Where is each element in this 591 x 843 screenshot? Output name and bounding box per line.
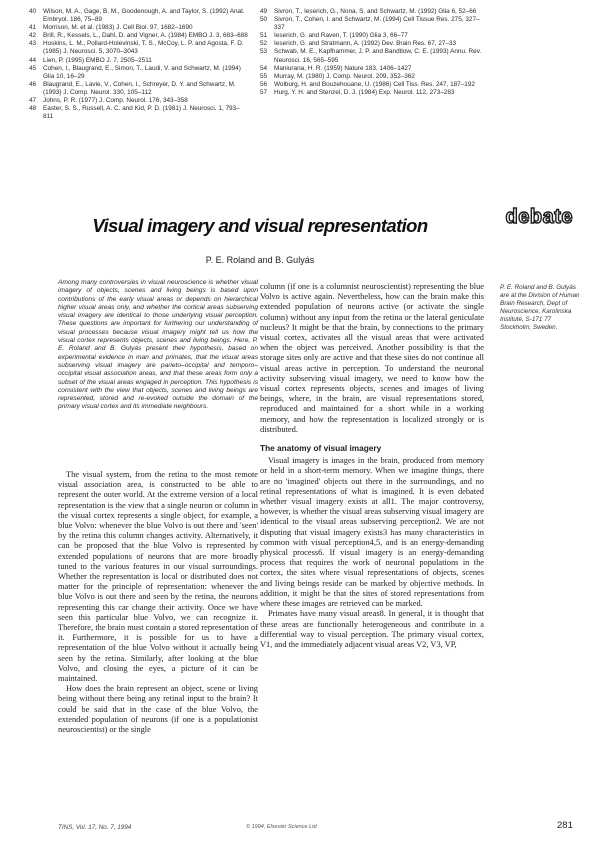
reference-number: 41	[29, 24, 37, 32]
reference-text: Wilson, M. A., Gage, B. M., Goodenough, A. and Taylor, S. (1992) Anat. Embryol. 186, 75–89	[43, 8, 245, 24]
body-paragraph: Primates have many visual areas8. In general, it is thought that these areas are functionally heterogeneous and contribute in a differential way to visual perception. The primary visual cortex, V1, and the immediately adjacent visual areas V2, V3, VP,	[260, 609, 484, 649]
debate-section-tag: debate	[505, 206, 573, 228]
reference-number: 44	[29, 56, 37, 64]
reference-text: Easter, S. S., Russell, A. C. and Kid, P. D. (1981) J. Neurosci. 1, 793–811	[43, 105, 240, 121]
reference-item	[29, 65, 249, 81]
reference-text: Cohen, I., Blaugrand, E., Simon, T., Laudi, V. and Schwartz, M. (1994) Glia 10, 16–29	[43, 64, 241, 80]
reference-number: 56	[260, 80, 268, 88]
body-column-right	[260, 282, 484, 650]
reference-item	[29, 40, 249, 56]
article-authors: P. E. Roland and B. Gulyás	[205, 255, 315, 265]
references-right	[260, 8, 482, 97]
reference-text: Maniurana, H. R. (1959) Nature 183, 1406–1427	[274, 64, 412, 72]
body-column-left	[58, 470, 258, 735]
reference-number: 47	[29, 97, 37, 105]
reference-item	[29, 8, 249, 24]
body-paragraph: How does the brain represent an object, scene or living being without there being any retinal input to the brain? It could be said that in the case of the blue Volvo, the extended population of neurons (if one is a populationist neuroscientist) or the single	[58, 684, 258, 735]
reference-number: 46	[29, 80, 37, 88]
reference-item	[29, 105, 249, 121]
reference-number: 57	[260, 88, 268, 96]
reference-number: 49	[260, 8, 268, 15]
reference-item	[260, 40, 482, 48]
reference-item	[29, 97, 249, 105]
reference-text: Johns, P. R. (1977) J. Comp. Neurol. 176, 343–358	[43, 97, 188, 105]
article-abstract: Among many controversies in visual neuroscience is whether visual imagery of objects, scenes and living beings is based upon contributions of the early visual areas or depends on hierarchical higher visual areas only, and whether the cortical areas subserving visual imagery are identical to those underlying visual perception. These questions are important for furthering our understanding of visual processes because visual imagery might tell us how the visual cortex represents objects, scenes and living beings. Here, P. E. Roland and B. Gulyás present their hypothesis, based on experimental evidence in man and primates, that the visual areas subserving visual imagery are parieto–occipital and temporo–occipital visual association areas, and that these areas form only a subset of the visual areas engaged in perception. This hypothesis is consistent with the view that objects, scenes and living beings are represented, stored and re-evoked outside the domain of the primary visual cortex and its immediate neighbours.	[58, 279, 258, 411]
article-title: Visual imagery and visual representation	[92, 215, 428, 236]
reference-number: 55	[260, 72, 268, 80]
reference-item	[29, 32, 249, 40]
reference-item	[260, 32, 482, 40]
reference-number: 53	[260, 48, 268, 56]
reference-number: 48	[29, 105, 37, 113]
reference-number: 43	[29, 40, 37, 48]
reference-item	[29, 81, 249, 97]
reference-number: 51	[260, 32, 268, 40]
body-paragraph: The visual system, from the retina to the most remote visual association area, is constructed to be able to represent the outer world. At the extreme version of a local representation is the view that a single neuron or column in the visual cortex represents a single object, for example, a blue Volvo: whenever the blue Volvo is out there and 'seen' by the retina this column changes activity. Alternatively, it can be proposed that the blue Volvo is represented by extended populations of neurons that are more broadly tuned to the various features in our visual surroundings. Whether the representation is local or distributed does not matter for the principle of representation: whenever the blue Volvo is out there and seen by the retina, the neurons representing this car change their activity. Once we have seen this particular blue Volvo, we can recognize it. Therefore, the brain must contain a stored representation of it. Furthermore, it is possible for us to have a representation of the blue Volvo without it actually being seen by the retina. Similarly, after looking at the blue Volvo, and closing the eyes, a picture of it can be maintained.	[58, 470, 258, 684]
reference-text: Wolburg, H. and Bouzehouane, U. (1986) Cell Tiss. Res. 247, 187–192	[274, 80, 475, 88]
reference-text: Hoskins, L. M., Pollard-Holevinski, T. S., McCoy, L. P. and Agosta, F. D. (1985) J. Neurosci. 5, 3070–3043	[43, 40, 244, 56]
reference-text: Hurg, Y. H. and Stenzel, D. J. (1984) Exp. Neurol. 112, 273–283	[274, 88, 455, 96]
reference-number: 50	[260, 16, 268, 24]
reference-item	[260, 8, 482, 16]
reference-number: 42	[29, 32, 37, 40]
reference-text: Lien, P. (1995) EMBO J. 7, 2505–2511	[43, 56, 152, 64]
copyright-notice: © 1994, Elsevier Science Ltd	[246, 824, 317, 830]
author-affiliation: P. E. Roland and B. Gulyás are at the Division of Human Brain Research, Dept of Neuroscience, Karolinska Institute, S-171 77 Stockholm, Sweden.	[500, 284, 580, 331]
reference-item	[260, 89, 482, 97]
reference-item	[260, 48, 482, 64]
reference-item	[29, 57, 249, 65]
reference-number: 52	[260, 40, 268, 48]
reference-text: Murray, M. (1980) J. Comp. Neurol. 209, 352–362	[274, 72, 415, 80]
body-paragraph: column (if one is a columnist neuroscientist) representing the blue Volvo is active again. Nevertheless, how can the brain make this extended population of neurons active (or activate the single column) without any input from the retina or the lateral geniculate nucleus? It might be that the brain, by connections to the primary visual cortex, activates all the visual areas that were activated when the object was perceived. Another possibility is that the storage sites only are active and that these sites do not continue all visual areas active in perception. To understand the neuronal activity subserving visual imagery, we need to know how the visual cortex represents objects, scenes and images of living beings, where, in the brain, are visual representations stored, reproduced and maintained for a short while in a working memory, and how the representation is localized strongly or is distributed.	[260, 282, 484, 434]
reference-text: Ieserich, G. and Stratmann, A. (1992) Dev. Brain Res. 67, 27–33	[274, 40, 457, 48]
reference-item	[260, 65, 482, 73]
journal-citation: TINS, Vol. 17, No. 7, 1994	[58, 824, 132, 831]
reference-text: Morrison, M. et al. (1983) J. Cell Biol. 97, 1682–1690	[43, 24, 193, 32]
section-heading: The anatomy of visual imagery	[260, 443, 382, 454]
page-number: 281	[557, 820, 573, 831]
references-left	[29, 8, 249, 121]
reference-item	[29, 24, 249, 32]
reference-text: Sivron, T., Cohen, I. and Schwartz, M. (1994) Cell Tissue Res. 275, 327–337	[274, 16, 480, 32]
reference-text: Schwab, M. E., Kapfhammer, J. P. and Bandtlow, C. E. (1993) Annu. Rev. Neurosci. 16, 565–595	[274, 48, 482, 64]
reference-number: 45	[29, 64, 37, 72]
reference-text: Ieserich, G. and Raven, T. (1990) Glia 3, 66–77	[274, 32, 408, 40]
reference-item	[260, 73, 482, 81]
reference-item	[260, 81, 482, 89]
body-paragraph: Visual imagery is images in the brain, produced from memory or held in a short-term memory. When we imagine things, there are no 'imagined' objects out there in the surroundings, and no retinal representations of what is imagined. It is even debated whether visual imagery exists at all1. The major controversy, however, is whether the visual areas subserving visual imagery are identical to the visual areas subserving perception2. We are not disputing that visual imagery exists3 has many characteristics in common with visual perception4,5, and is an energy-demanding physical process6. If visual imagery is an energy-demanding process that requires the work of neuronal populations in the cortex, the sites where visual representations of objects, scenes and living beings reside can be marked by objective methods. In addition, it might be that the sites of stored representations from where these images are retrieved can be marked.	[260, 456, 484, 609]
reference-text: Sivron, T., Ieserich, G., Nona, S. and Schwartz, M. (1992) Glia 6, 52–66	[274, 8, 477, 15]
reference-text: Brill, R., Kessels, L., Dahl, D. and Vigner, A. (1984) EMBO J. 3, 683–688	[43, 32, 248, 40]
reference-text: Blaugrand, E., Lavie, V., Cohen, I., Schreyer, D. Y. and Schwartz, M. (1993) J. Comp. Neurol. 330, 105–112	[43, 80, 236, 96]
reference-number: 40	[29, 8, 37, 15]
reference-item	[260, 16, 482, 32]
reference-number: 54	[260, 64, 268, 72]
